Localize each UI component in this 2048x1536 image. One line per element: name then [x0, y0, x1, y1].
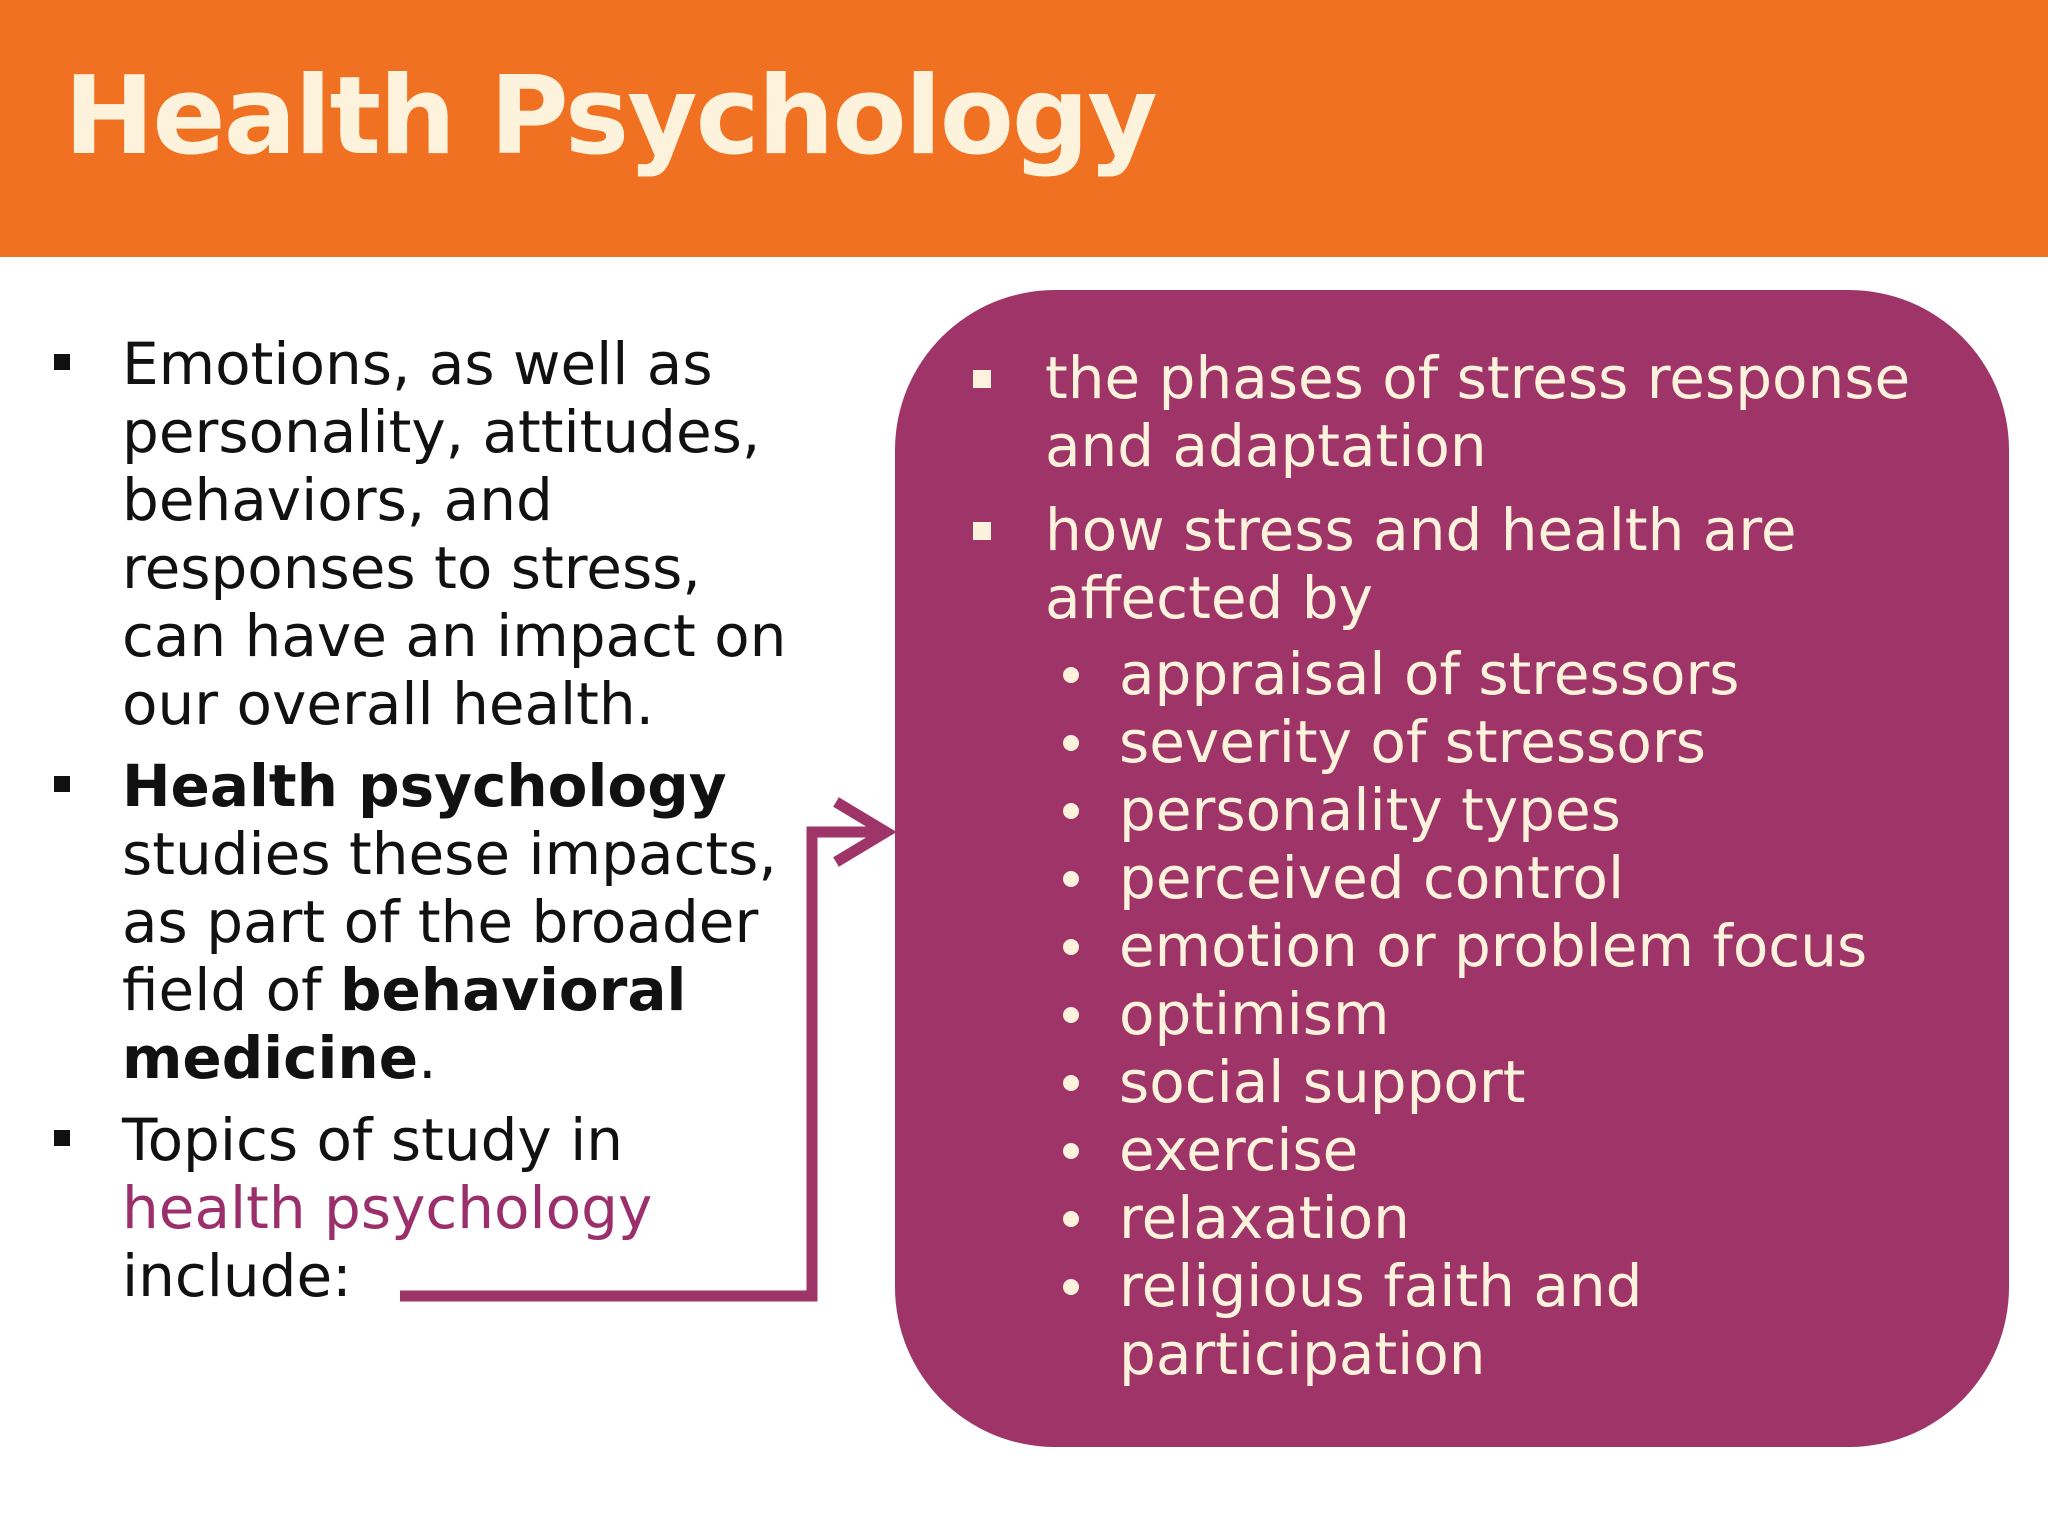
slide-header — [0, 0, 2048, 257]
round-bullet-icon — [1063, 1143, 1079, 1159]
square-bullet-icon — [54, 1130, 70, 1146]
round-bullet-icon — [1063, 1211, 1079, 1227]
factors-list — [1045, 640, 1981, 1388]
factor-text: religious faith and participation — [1119, 1252, 1643, 1388]
factor-item — [1045, 980, 1981, 1048]
bullet-health-psychology — [48, 752, 808, 1092]
bullet-period: . — [418, 1024, 437, 1092]
factor-text: emotion or problem focus — [1119, 912, 1868, 980]
factor-item — [1045, 640, 1981, 708]
bullet-topics — [48, 1106, 808, 1310]
round-bullet-icon — [1063, 1075, 1079, 1091]
factor-text: optimism — [1119, 980, 1390, 1048]
round-bullet-icon — [1063, 803, 1079, 819]
factor-item — [1045, 844, 1981, 912]
factor-item — [1045, 776, 1981, 844]
round-bullet-icon — [1063, 871, 1079, 887]
factor-text: perceived control — [1119, 844, 1625, 912]
bullet-emotions-text: Emotions, as well as personality, attitudes, behaviors, and responses to stress, can have an impact on our overall health. — [122, 330, 787, 738]
factor-text: appraisal of stressors — [1119, 640, 1740, 708]
factor-text: exercise — [1119, 1116, 1359, 1184]
factor-text: personality types — [1119, 776, 1621, 844]
factor-item — [1045, 912, 1981, 980]
slide-title: Health Psychology — [64, 54, 1156, 179]
bullet-emotions — [48, 330, 808, 738]
factor-item — [1045, 1184, 1981, 1252]
term-behavioral-medicine: behavioral medicine — [122, 956, 687, 1092]
factor-item — [1045, 708, 1981, 776]
topics-list — [971, 344, 1981, 1388]
round-bullet-icon — [1063, 1279, 1079, 1295]
round-bullet-icon — [1063, 735, 1079, 751]
round-bullet-icon — [1063, 667, 1079, 683]
bullet-health-psychology-text: studies these impacts, as part of the broader field of — [122, 820, 777, 1024]
square-bullet-icon — [54, 354, 70, 370]
square-bullet-icon — [54, 776, 70, 792]
factor-item — [1045, 1252, 1981, 1388]
bullet-topics-start: Topics of study in — [122, 1106, 624, 1174]
factor-item — [1045, 1116, 1981, 1184]
left-bullet-list — [48, 330, 808, 1310]
topics-panel — [895, 290, 2009, 1447]
factor-item — [1045, 1048, 1981, 1116]
square-bullet-icon — [973, 370, 991, 388]
term-health-psychology: Health psychology — [122, 752, 727, 820]
square-bullet-icon — [973, 522, 991, 540]
topic-stress-phases-text: the phases of stress response and adaptation — [1045, 344, 1911, 480]
topic-stress-phases — [971, 344, 1981, 480]
round-bullet-icon — [1063, 939, 1079, 955]
topic-stress-health-text: how stress and health are affected by — [1045, 496, 1797, 632]
factor-text: severity of stressors — [1119, 708, 1706, 776]
health-psychology-link[interactable]: health psychology — [122, 1174, 653, 1242]
topics-panel-content — [971, 344, 1981, 1404]
factor-text: relaxation — [1119, 1184, 1410, 1252]
topic-stress-health-factors — [971, 496, 1981, 1388]
factor-text: social support — [1119, 1048, 1526, 1116]
round-bullet-icon — [1063, 1007, 1079, 1023]
bullet-topics-end: include: — [122, 1242, 352, 1310]
left-text-column — [48, 330, 808, 1324]
